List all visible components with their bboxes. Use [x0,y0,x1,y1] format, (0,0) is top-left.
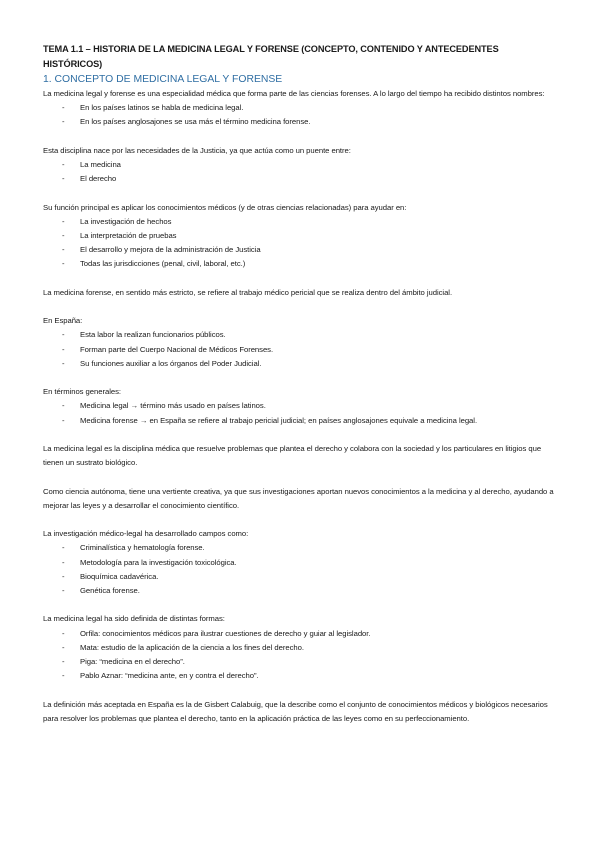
document-page [43,42,560,726]
general-paragraph: En términos generales: [43,387,121,397]
function-paragraph: Su función principal es aplicar los conocimientos médicos (y de otras ciencias relacionadas) para ayudar en: [43,202,407,212]
list-item: - Metodología para la investigación toxicológica. [43,556,560,570]
general-list [43,399,560,427]
definitions-list [43,627,560,684]
list-item: - Bioquímica cadavérica. [43,570,560,584]
list-item: - La investigación de hechos [43,215,560,229]
list-item: - Piga: “medicina en el derecho”. [43,655,560,669]
list-item: - Criminalística y hematología forense. [43,541,560,555]
list-item: - Pablo Aznar: “medicina ante, en y contra el derecho”. [43,669,560,683]
list-item: - La interpretación de pruebas [43,229,560,243]
list-item: - Medicina forense → en España se refiere al trabajo pericial judicial; en países anglosajones equivale a medicina legal. [43,414,560,428]
function-list [43,215,560,272]
intro-paragraph: La medicina legal y forense es una especialidad médica que forma parte de las ciencias forenses. A lo largo del tiempo ha recibido distintos nombres: [43,89,545,98]
spain-paragraph: En España: [43,316,83,326]
list-item: - Mata: estudio de la aplicación de la ciencia a los fines del derecho. [43,641,560,655]
list-item: - Medicina legal → término más usado en países latinos. [43,399,560,413]
list-item: - En los países latinos se habla de medicina legal. [43,101,560,115]
list-item: - Orfila: conocimientos médicos para ilustrar cuestiones de derecho y guiar al legislador. [43,627,560,641]
gisbert-paragraph: La definición más aceptada en España es la de Gisbert Calabuig, que la describe como el conjunto de conocimientos médicos y biológicos necesarios para resolver los problemas que plantea el derecho, tanto en la aplicación práctica de las leyes como en su perfeccionamiento. [43,699,548,723]
definition-paragraph: La medicina legal es la disciplina médica que resuelve problemas que plantea el derecho y colabora con la sociedad y los particulares en litigios que tienen un sustrato biológico. [43,443,542,468]
list-item: - Forman parte del Cuerpo Nacional de Médicos Forenses. [43,343,560,357]
list-item: - El derecho [43,172,560,186]
forensic-strict-paragraph: La medicina forense, en sentido más estricto, se refiere al trabajo médico pericial que se realiza dentro del ámbito judicial. [43,287,453,297]
research-list [43,541,560,598]
spain-list [43,328,560,371]
bridge-list [43,158,560,186]
bridge-paragraph: Esta disciplina nace por las necesidades de la Justicia, ya que actúa como un puente entre: [43,145,351,155]
list-item: - Su funciones auxiliar a los órganos del Poder Judicial. [43,357,560,371]
definitions-paragraph: La medicina legal ha sido definida de distintas formas: [43,614,225,624]
list-item: - La medicina [43,158,560,172]
list-item: - En los países anglosajones se usa más el término medicina forense. [43,115,560,129]
list-item: - Todas las jurisdicciones (penal, civil, laboral, etc.) [43,257,560,271]
autonomous-paragraph: Como ciencia autónoma, tiene una vertiente creativa, ya que sus investigaciones aportan nuevos conocimientos a la medicina y al derecho, ayudando a mejorar las leyes y a desarrollar el conocimiento científico. [43,486,554,510]
research-paragraph: La investigación médico-legal ha desarrollado campos como: [43,529,249,539]
section-heading: 1. CONCEPTO DE MEDICINA LEGAL Y FORENSE [43,74,283,85]
list-item: - El desarrollo y mejora de la administración de Justicia [43,243,560,257]
intro-list [43,101,560,129]
list-item: - Esta labor la realizan funcionarios públicos. [43,328,560,342]
list-item: - Genética forense. [43,584,560,598]
document-title: TEMA 1.1 – HISTORIA DE LA MEDICINA LEGAL Y FORENSE (CONCEPTO, CONTENIDO Y ANTECEDENTES HISTÓRICOS) [43,44,499,69]
